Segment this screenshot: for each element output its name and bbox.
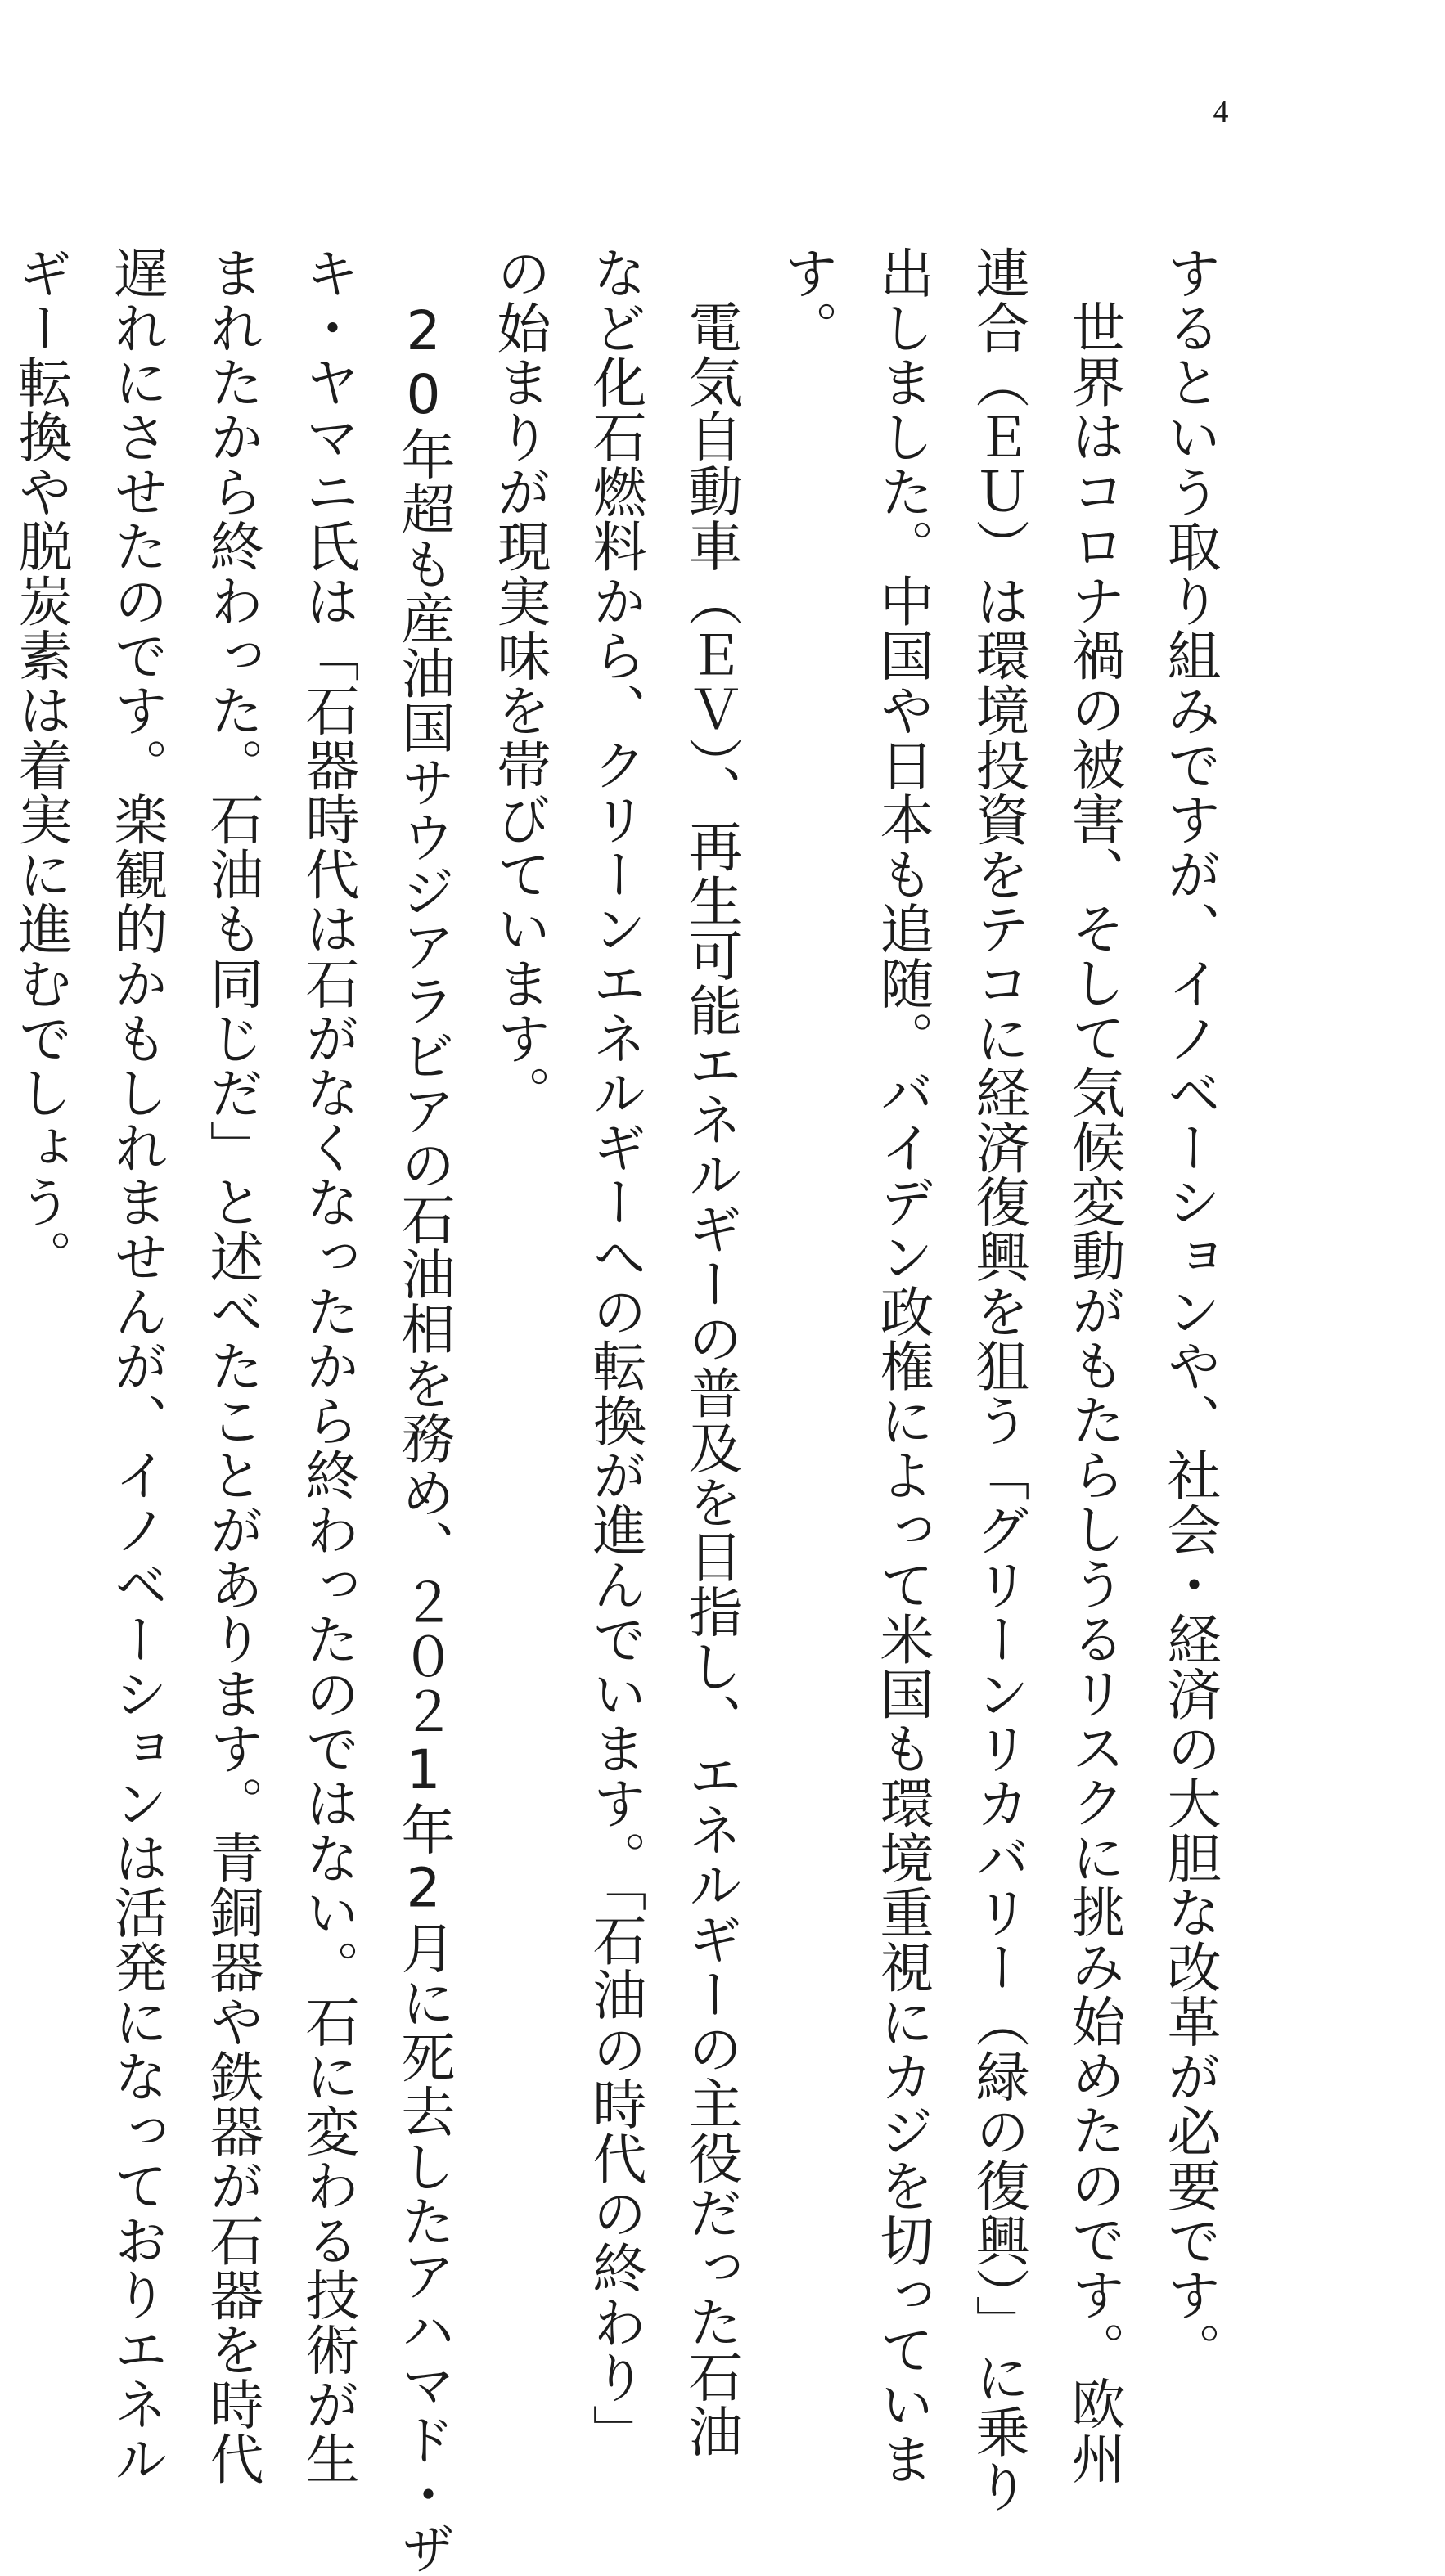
text-line: 20年超も産油国サウジアラビアの石油相を務め、２０２1年2月に死去したアハマド・ザ (392, 299, 455, 2576)
text-line: 連合（ＥＵ）は環境投資をテコに経済復興を狙う「グリーンリカバリー（緑の復興）」に乗り (966, 245, 1029, 2514)
text-line: など化石燃料から、クリーンエネルギーへの転換が進んでいます。「石油の時代の終わり」 (583, 245, 646, 2459)
text-line: 出しました。中国や日本も追随。バイデン政権によって米国も環境重視にカジを切っていま (871, 245, 934, 2486)
text-line: す。 (775, 245, 838, 355)
page-number: 4 (1213, 95, 1229, 129)
text-line: 世界はコロナ禍の被害、そして気候変動がもたらしうるリスクに挑み始めたのです。欧州 (1062, 299, 1125, 2485)
text-line: するという取り組みですが、イノベーションや、社会・経済の大胆な改革が必要です。 (1158, 245, 1221, 2377)
body-text (9, 245, 1237, 2576)
text-line: キ・ヤマニ氏は「石器時代は石がなくなったから終わったのではない。石に変わる技術が生 (296, 245, 359, 2486)
text-line: まれたから終わった。石油も同じだ」と述べたことがあります。青銅器や鉄器が石器を時代 (200, 245, 263, 2486)
text-line: 遅れにさせたのです。楽観的かもしれませんが、イノベーションは活発になっておりエネル (105, 245, 168, 2486)
text-line: の始まりが現実味を帯びています。 (488, 245, 551, 1120)
text-line: 電気自動車（ＥＶ）、再生可能エネルギーの普及を目指し、エネルギーの主役だった石油 (679, 299, 742, 2458)
text-line: ギー転換や脱炭素は着実に進むでしょう。 (9, 245, 72, 1284)
